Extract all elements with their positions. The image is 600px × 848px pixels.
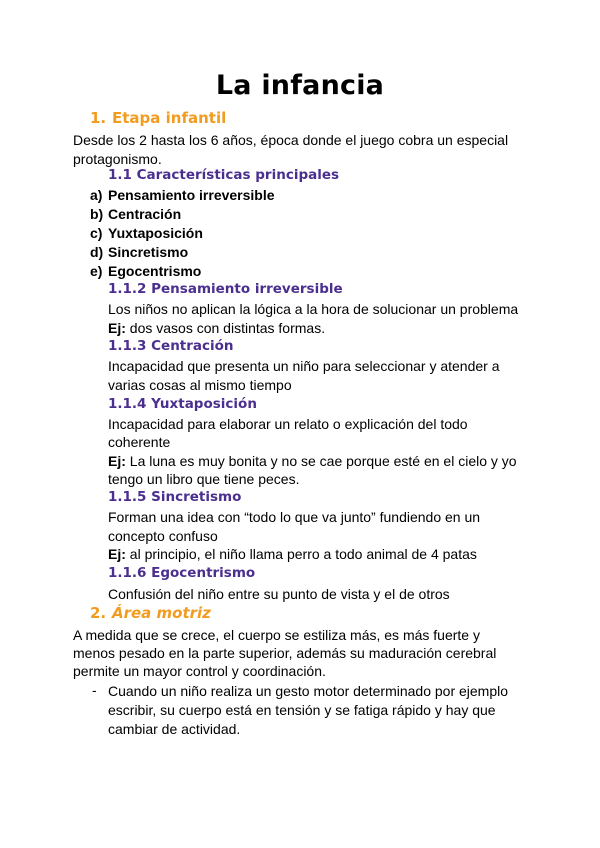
paragraph-line: concepto confuso [108,528,218,544]
subsection-1-1-6-heading: 1.1.6 Egocentrismo [108,565,256,581]
subsection-1-1-2-heading: 1.1.2 Pensamiento irreversible [108,281,343,297]
subsection-1-1-3-heading: 1.1.3 Centración [108,338,234,354]
list-item: c) Yuxtaposición [90,225,203,241]
example: Ej: al principio, el niño llama perro a todo animal de 4 patas [108,546,477,562]
paragraph-line: Forman una idea con “todo lo que va junto” fundiendo en un [108,509,481,525]
bullet-line: cambiar de actividad. [108,721,241,737]
subsection-1-1-heading: 1.1 Características principales [108,167,340,183]
paragraph-line: Incapacidad que presenta un niño para seleccionar y atender a [108,358,500,374]
section-1-intro: Desde los 2 hasta los 6 años, época donde el juego cobra un especial protagonismo. [73,132,509,167]
subsection-1-1-5-heading: 1.1.5 Sincretismo [108,489,242,505]
paragraph-line: varias cosas al mismo tiempo [108,377,292,393]
list-item: a) Pensamiento irreversible [90,187,275,203]
list-item: b) Centración [90,206,182,222]
section-1-heading [90,109,226,127]
section-2-heading [90,604,211,622]
paragraph-line: A medida que se crece, el cuerpo se estiliza más, es más fuerte y [73,627,480,643]
section-2-title: Área motriz [112,604,211,622]
section-1-number: 1. [90,109,107,127]
paragraph-line: Incapacidad para elaborar un relato o explicación del todo [108,416,468,432]
bullet-line: escribir, su cuerpo está en tensión y se fatiga rápido y hay que [108,702,496,718]
paragraph: Confusión del niño entre su punto de vista y el de otros [108,586,450,602]
section-1-title: Etapa infantil [112,109,227,127]
paragraph-line: menos pesado en la parte superior, además su maduración cerebral [73,645,497,661]
paragraph-line: permite un mayor control y coordinación. [73,663,326,679]
page-title: La infancia [215,70,385,101]
list-item: d) Sincretismo [90,244,189,260]
subsection-1-1-4-heading: 1.1.4 Yuxtaposición [108,396,257,412]
example-line: tengo un libro que tiene peces. [108,471,300,487]
list-item: e) Egocentrismo [90,263,202,279]
paragraph: Los niños no aplican la lógica a la hora de solucionar un problema [108,301,519,317]
section-2-number: 2. [90,604,107,622]
paragraph-line: coherente [108,434,171,450]
example: Ej: dos vasos con distintas formas. [108,320,326,336]
example: Ej: La luna es muy bonita y no se cae porque esté en el cielo y yo [108,453,517,469]
bullet-line: Cuando un niño realiza un gesto motor determinado por ejemplo [108,683,509,699]
bullet-marker: - [92,682,97,698]
